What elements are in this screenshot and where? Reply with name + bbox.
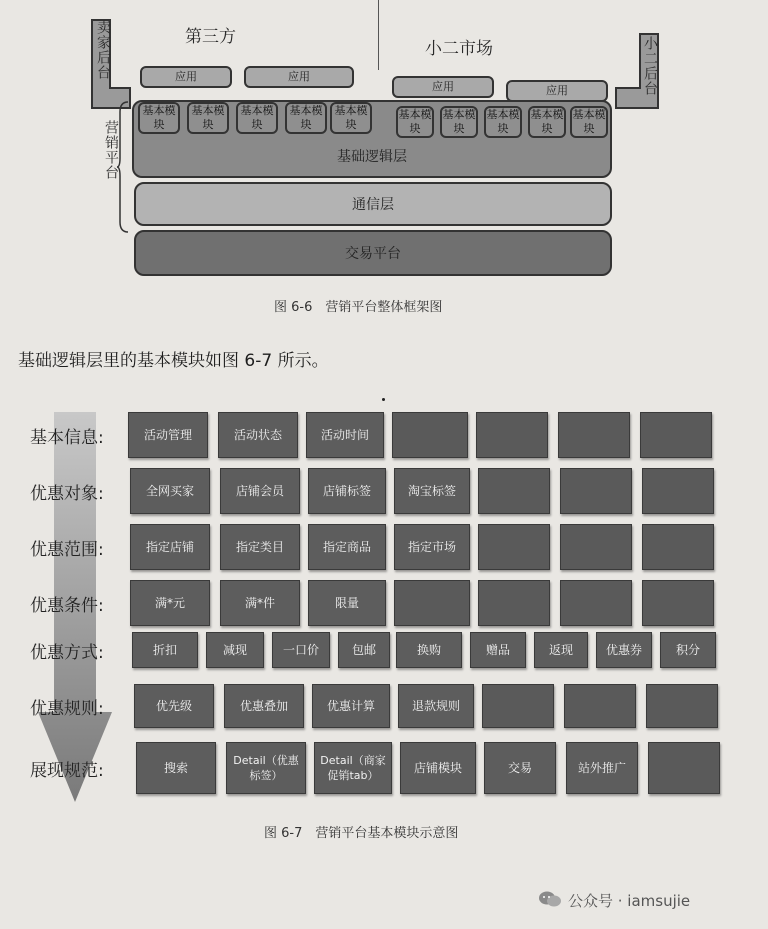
module-cell: 优先级 — [134, 684, 214, 728]
module-cell: 指定商品 — [308, 524, 386, 570]
empty-module-cell — [392, 412, 468, 458]
module-box: 基本模块 — [187, 102, 229, 134]
marketing-platform-brace — [116, 100, 130, 234]
empty-module-cell — [394, 580, 470, 626]
module-cell: 限量 — [308, 580, 386, 626]
divider-line — [378, 0, 379, 70]
module-cell: 全网买家 — [130, 468, 210, 514]
empty-module-cell — [646, 684, 718, 728]
seller-backend-label: 卖家后台 — [95, 20, 111, 80]
empty-module-cell — [478, 524, 550, 570]
module-cell: 优惠计算 — [312, 684, 390, 728]
module-cell: 包邮 — [338, 632, 390, 668]
row-label: 优惠对象: — [30, 484, 104, 504]
module-cell: 活动管理 — [128, 412, 208, 458]
dot-mark — [382, 398, 385, 401]
figure-6-6-caption: 图 6-6 营销平台整体框架图 — [274, 300, 443, 315]
module-cell: 指定店铺 — [130, 524, 210, 570]
module-cell: 返现 — [534, 632, 588, 668]
app-box-2: 应用 — [244, 66, 354, 88]
empty-module-cell — [476, 412, 548, 458]
module-box: 基本模块 — [396, 106, 434, 138]
empty-module-cell — [560, 468, 632, 514]
base-logic-label: 基础逻辑层 — [337, 149, 407, 165]
row-label: 基本信息: — [30, 428, 104, 448]
module-cell: 减现 — [206, 632, 264, 668]
row-label: 优惠规则: — [30, 699, 104, 719]
marketing-platform-label: 营销平台 — [103, 120, 119, 180]
figure-6-7-caption: 图 6-7 营销平台基本模块示意图 — [264, 826, 459, 841]
module-box: 基本模块 — [440, 106, 478, 138]
empty-module-cell — [642, 524, 714, 570]
module-cell: 店铺模块 — [400, 742, 476, 794]
module-cell: 满*元 — [130, 580, 210, 626]
module-cell: 交易 — [484, 742, 556, 794]
empty-module-cell — [564, 684, 636, 728]
module-box: 基本模块 — [138, 102, 180, 134]
module-cell: 站外推广 — [566, 742, 638, 794]
trade-platform-layer — [134, 230, 612, 276]
module-cell: 指定市场 — [394, 524, 470, 570]
empty-module-cell — [478, 580, 550, 626]
module-cell: 折扣 — [132, 632, 198, 668]
app-box-1: 应用 — [140, 66, 232, 88]
module-cell: 淘宝标签 — [394, 468, 470, 514]
empty-module-cell — [642, 468, 714, 514]
empty-module-cell — [558, 412, 630, 458]
empty-module-cell — [642, 580, 714, 626]
wechat-icon — [538, 890, 562, 908]
body-paragraph: 基础逻辑层里的基本模块如图 6-7 所示。 — [18, 351, 329, 371]
row-label: 优惠条件: — [30, 596, 104, 616]
module-cell: Detail（商家促销tab） — [314, 742, 392, 794]
module-box: 基本模块 — [484, 106, 522, 138]
module-cell: 优惠叠加 — [224, 684, 304, 728]
empty-module-cell — [640, 412, 712, 458]
trade-platform-label: 交易平台 — [345, 246, 401, 262]
module-cell: 店铺标签 — [308, 468, 386, 514]
xiaoer-market-label: 小二市场 — [425, 39, 493, 59]
xiaoer-backend-label: 小二后台 — [642, 36, 658, 96]
empty-module-cell — [482, 684, 554, 728]
module-cell: 积分 — [660, 632, 716, 668]
module-cell: 一口价 — [272, 632, 330, 668]
empty-module-cell — [648, 742, 720, 794]
app-box-4: 应用 — [506, 80, 608, 102]
module-cell: 搜索 — [136, 742, 216, 794]
module-cell: 退款规则 — [398, 684, 474, 728]
module-cell: 优惠券 — [596, 632, 652, 668]
module-box: 基本模块 — [236, 102, 278, 134]
row-label: 展现规范: — [30, 761, 104, 781]
module-cell: 赠品 — [470, 632, 526, 668]
module-box: 基本模块 — [570, 106, 608, 138]
module-cell: 换购 — [396, 632, 462, 668]
module-box: 基本模块 — [330, 102, 372, 134]
module-cell: 指定类目 — [220, 524, 300, 570]
empty-module-cell — [560, 524, 632, 570]
module-cell: 活动状态 — [218, 412, 298, 458]
module-cell: Detail（优惠标签） — [226, 742, 306, 794]
empty-module-cell — [560, 580, 632, 626]
empty-module-cell — [478, 468, 550, 514]
module-box: 基本模块 — [285, 102, 327, 134]
module-cell: 活动时间 — [306, 412, 384, 458]
comm-layer-label: 通信层 — [352, 197, 394, 213]
row-label: 优惠范围: — [30, 540, 104, 560]
watermark-text: 公众号 · iamsujie — [568, 892, 691, 910]
row-label: 优惠方式: — [30, 643, 104, 663]
third-party-label: 第三方 — [185, 27, 236, 47]
comm-layer — [134, 182, 612, 226]
module-cell: 满*件 — [220, 580, 300, 626]
module-box: 基本模块 — [528, 106, 566, 138]
module-cell: 店铺会员 — [220, 468, 300, 514]
app-box-3: 应用 — [392, 76, 494, 98]
